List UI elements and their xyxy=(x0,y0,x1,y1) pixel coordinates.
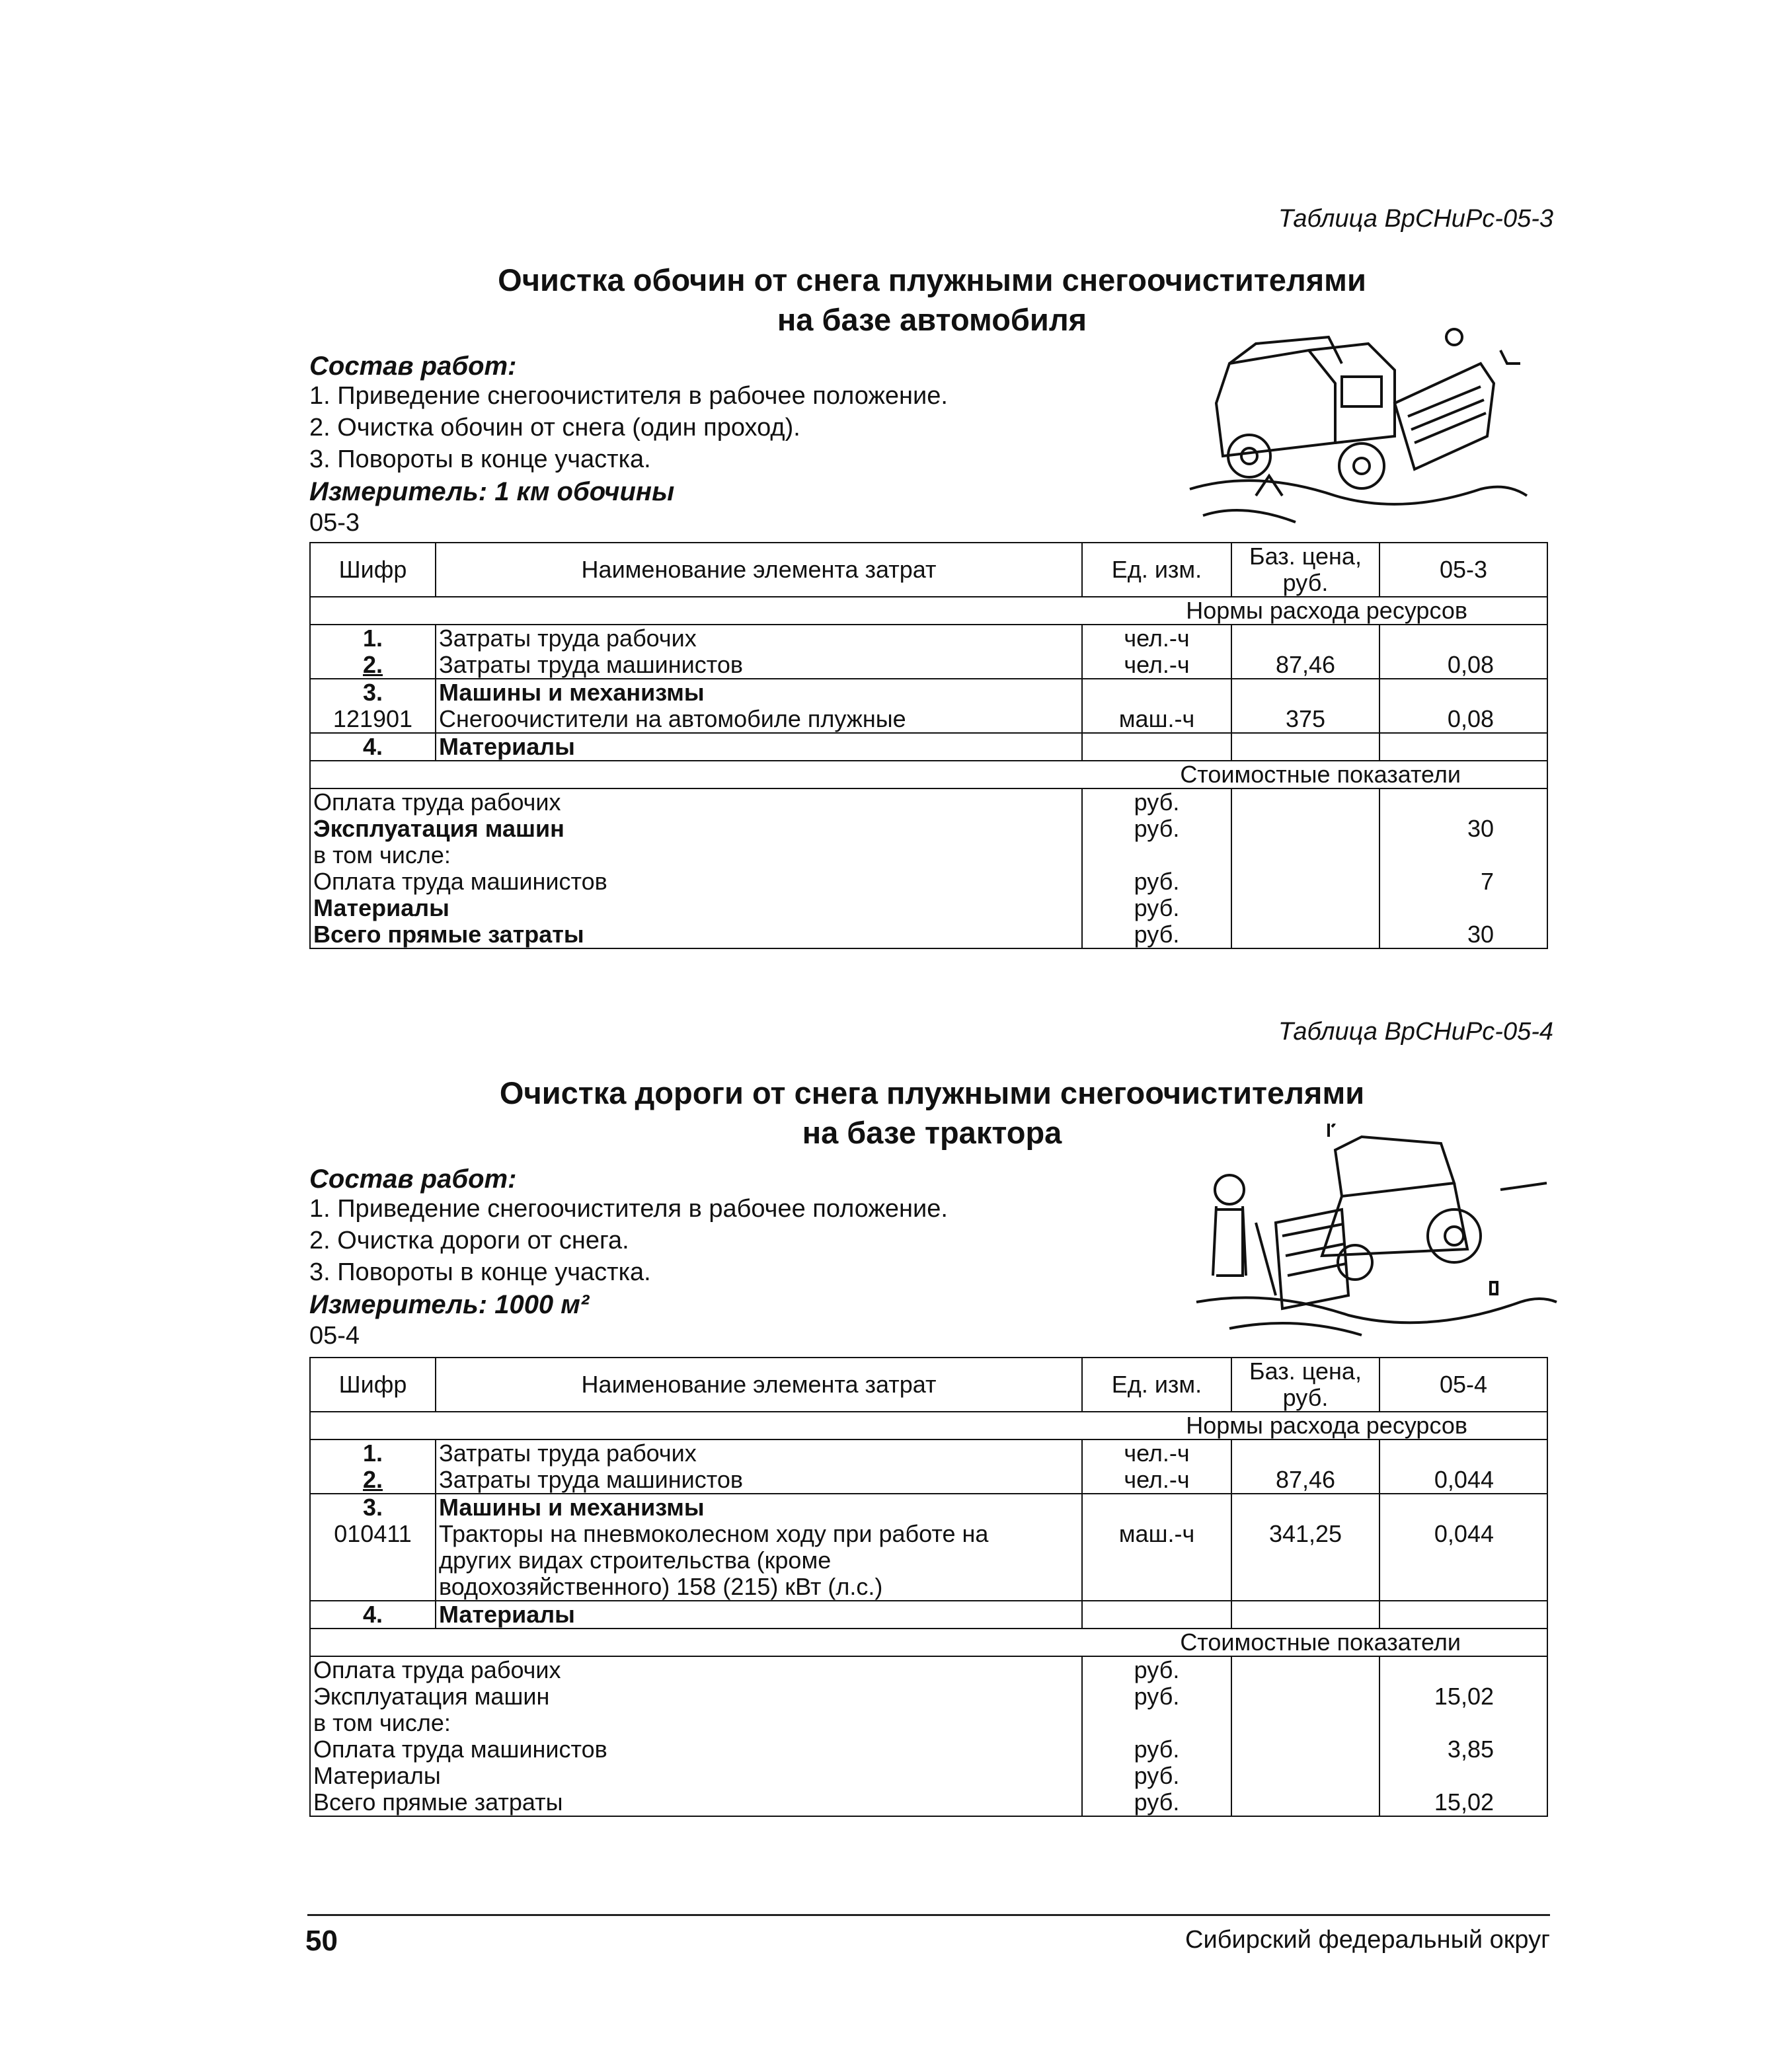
cost-unit: руб. xyxy=(1082,921,1231,948)
cost-row xyxy=(310,788,1547,816)
row-name: Материалы xyxy=(436,1601,1082,1629)
measurement-unit: Измеритель: 1 км обочины xyxy=(309,477,675,506)
cost-price xyxy=(1231,1763,1379,1789)
row-shifr: 4. xyxy=(310,1601,436,1629)
cost-unit: руб. xyxy=(1082,1683,1231,1710)
cost-row xyxy=(310,868,1547,895)
table-header-row xyxy=(310,543,1547,597)
row-price xyxy=(1231,679,1379,706)
cost-row xyxy=(310,895,1547,921)
cost-unit: руб. xyxy=(1082,1789,1231,1816)
cost-row xyxy=(310,1736,1547,1763)
row-shifr: 3. xyxy=(310,1494,436,1521)
cost-value xyxy=(1379,895,1547,921)
row-shifr: 1. xyxy=(310,625,436,652)
cost-price xyxy=(1231,1683,1379,1710)
cost-value: 30 xyxy=(1379,816,1547,842)
work-step: 1. Приведение снегоочистителя в рабочее положение. xyxy=(309,1195,948,1223)
table-row xyxy=(310,625,1547,652)
row-unit: маш.-ч xyxy=(1082,706,1231,733)
measurement-unit: Измеритель: 1000 м² xyxy=(309,1290,590,1319)
header-name: Наименование элемента затрат xyxy=(436,543,1082,597)
header-unit: Ед. изм. xyxy=(1082,543,1231,597)
cost-price xyxy=(1231,816,1379,842)
row-price xyxy=(1231,733,1379,761)
row-price xyxy=(1231,1439,1379,1467)
header-name: Наименование элемента затрат xyxy=(436,1358,1082,1412)
row-name: Машины и механизмы xyxy=(436,1494,1082,1521)
section-title-line2: на базе трактора xyxy=(802,1115,1062,1150)
row-price xyxy=(1231,1601,1379,1629)
cost-price xyxy=(1231,1656,1379,1683)
cost-value: 3,85 xyxy=(1379,1736,1547,1763)
cost-row xyxy=(310,1789,1547,1816)
row-value: 0,08 xyxy=(1379,706,1547,733)
norms-label: Нормы расхода ресурсов xyxy=(310,597,1547,625)
section-title-line1: Очистка дороги от снега плужными снегоочистителями xyxy=(499,1075,1365,1110)
work-step: 2. Очистка дороги от снега. xyxy=(309,1227,629,1254)
row-unit xyxy=(1082,733,1231,761)
cost-unit: руб. xyxy=(1082,1656,1231,1683)
table-row xyxy=(310,1439,1547,1467)
cost-name: Оплата труда рабочих xyxy=(310,1656,1082,1683)
row-value xyxy=(1379,1439,1547,1467)
cost-value xyxy=(1379,1656,1547,1683)
tractor-snowplow-illustration xyxy=(1190,1124,1560,1348)
row-unit xyxy=(1082,1494,1231,1521)
cost-row xyxy=(310,921,1547,948)
row-price: 375 xyxy=(1231,706,1379,733)
header-price: Баз. цена, руб. xyxy=(1231,1358,1379,1412)
table-row xyxy=(310,706,1547,733)
row-shifr: 2. xyxy=(310,652,436,679)
cost-unit: руб. xyxy=(1082,868,1231,895)
cost-name: Всего прямые затраты xyxy=(310,1789,1082,1816)
row-price xyxy=(1231,625,1379,652)
section-title-line2: на базе автомобиля xyxy=(777,302,1087,337)
row-name: Затраты труда рабочих xyxy=(436,1439,1082,1467)
row-name: Затраты труда машинистов xyxy=(436,652,1082,679)
row-value xyxy=(1379,625,1547,652)
cost-price xyxy=(1231,842,1379,868)
row-price: 87,46 xyxy=(1231,1467,1379,1494)
cost-row xyxy=(310,1683,1547,1710)
row-unit: чел.-ч xyxy=(1082,652,1231,679)
row-unit xyxy=(1082,679,1231,706)
row-price: 341,25 xyxy=(1231,1521,1379,1601)
work-composition-heading: Состав работ: xyxy=(309,1165,517,1194)
cost-unit xyxy=(1082,1710,1231,1736)
row-name: Снегоочистители на автомобиле плужные xyxy=(436,706,1082,733)
table-label: Таблица ВрСНиРс-05-4 xyxy=(1278,1018,1553,1046)
row-shifr: 1. xyxy=(310,1439,436,1467)
row-price: 87,46 xyxy=(1231,652,1379,679)
cost-price xyxy=(1231,921,1379,948)
header-price: Баз. цена, руб. xyxy=(1231,543,1379,597)
work-step: 3. Повороты в конце участка. xyxy=(309,1258,651,1286)
header-unit: Ед. изм. xyxy=(1082,1358,1231,1412)
row-shifr: 121901 xyxy=(310,706,436,733)
cost-price xyxy=(1231,788,1379,816)
row-shifr: 2. xyxy=(310,1467,436,1494)
cost-value xyxy=(1379,1710,1547,1736)
cost-name: Эксплуатация машин xyxy=(310,816,1082,842)
cost-value xyxy=(1379,842,1547,868)
row-unit xyxy=(1082,1601,1231,1629)
cost-value: 30 xyxy=(1379,921,1547,948)
row-value xyxy=(1379,1601,1547,1629)
footer-region: Сибирский федеральный округ xyxy=(1185,1926,1550,1954)
row-unit: чел.-ч xyxy=(1082,625,1231,652)
cost-name: Материалы xyxy=(310,895,1082,921)
row-value xyxy=(1379,733,1547,761)
page-number: 50 xyxy=(305,1925,338,1957)
row-name: Тракторы на пневмоколесном ходу при работе на других видах строительства (кроме водохозяйственного) 158 (215) кВт (л.с.) xyxy=(436,1521,1082,1601)
row-name: Затраты труда рабочих xyxy=(436,625,1082,652)
row-name: Материалы xyxy=(436,733,1082,761)
cost-value xyxy=(1379,788,1547,816)
row-price xyxy=(1231,1494,1379,1521)
table-row xyxy=(310,733,1547,761)
table-row xyxy=(310,679,1547,706)
table-row xyxy=(310,652,1547,679)
header-shifr: Шифр xyxy=(310,543,436,597)
cost-unit: руб. xyxy=(1082,816,1231,842)
norms-label: Нормы расхода ресурсов xyxy=(310,1412,1547,1439)
cost-price xyxy=(1231,1736,1379,1763)
table-row xyxy=(310,1467,1547,1494)
row-value xyxy=(1379,1494,1547,1521)
table-code: 05-3 xyxy=(309,509,360,537)
cost-row xyxy=(310,1763,1547,1789)
cost-name: в том числе: xyxy=(310,842,1082,868)
cost-price xyxy=(1231,895,1379,921)
cost-table xyxy=(309,542,1548,949)
table-code: 05-4 xyxy=(309,1322,360,1350)
cost-name: Оплата труда машинистов xyxy=(310,868,1082,895)
row-unit: чел.-ч xyxy=(1082,1467,1231,1494)
row-unit: маш.-ч xyxy=(1082,1521,1231,1601)
work-step: 3. Повороты в конце участка. xyxy=(309,445,651,473)
cost-value xyxy=(1379,1763,1547,1789)
cost-row xyxy=(310,816,1547,842)
row-name: Машины и механизмы xyxy=(436,679,1082,706)
cost-label: Стоимостные показатели xyxy=(310,761,1547,788)
cost-name: Эксплуатация машин xyxy=(310,1683,1082,1710)
row-name: Затраты труда машинистов xyxy=(436,1467,1082,1494)
cost-price xyxy=(1231,1710,1379,1736)
cost-name: Всего прямые затраты xyxy=(310,921,1082,948)
cost-name: Оплата труда машинистов xyxy=(310,1736,1082,1763)
cost-row xyxy=(310,842,1547,868)
footer-divider xyxy=(307,1914,1550,1916)
work-step: 1. Приведение снегоочистителя в рабочее положение. xyxy=(309,382,948,410)
row-shifr: 010411 xyxy=(310,1521,436,1601)
cost-row xyxy=(310,1710,1547,1736)
table-row xyxy=(310,1601,1547,1629)
norms-row xyxy=(310,597,1547,625)
cost-row xyxy=(310,1656,1547,1683)
cost-price xyxy=(1231,1789,1379,1816)
cost-unit xyxy=(1082,842,1231,868)
cost-value: 15,02 xyxy=(1379,1789,1547,1816)
cost-unit: руб. xyxy=(1082,895,1231,921)
work-composition-heading: Состав работ: xyxy=(309,352,517,381)
cost-unit: руб. xyxy=(1082,1736,1231,1763)
row-value: 0,044 xyxy=(1379,1521,1547,1601)
row-value: 0,044 xyxy=(1379,1467,1547,1494)
truck-snowplow-illustration xyxy=(1177,324,1534,535)
cost-table xyxy=(309,1357,1548,1817)
header-code: 05-4 xyxy=(1379,1358,1547,1412)
section-title-line1: Очистка обочин от снега плужными снегоочистителями xyxy=(498,262,1366,297)
table-row xyxy=(310,1494,1547,1521)
row-shifr: 3. xyxy=(310,679,436,706)
cost-name: Оплата труда рабочих xyxy=(310,788,1082,816)
cost-unit: руб. xyxy=(1082,788,1231,816)
header-code: 05-3 xyxy=(1379,543,1547,597)
cost-name: в том числе: xyxy=(310,1710,1082,1736)
row-value xyxy=(1379,679,1547,706)
row-shifr: 4. xyxy=(310,733,436,761)
table-row xyxy=(310,1521,1547,1601)
work-step: 2. Очистка обочин от снега (один проход). xyxy=(309,414,800,441)
row-unit: чел.-ч xyxy=(1082,1439,1231,1467)
cost-label: Стоимостные показатели xyxy=(310,1629,1547,1656)
cost-label-row xyxy=(310,761,1547,788)
table-label: Таблица ВрСНиРс-05-3 xyxy=(1278,205,1553,233)
cost-value: 7 xyxy=(1379,868,1547,895)
header-shifr: Шифр xyxy=(310,1358,436,1412)
norms-row xyxy=(310,1412,1547,1439)
cost-value: 15,02 xyxy=(1379,1683,1547,1710)
cost-unit: руб. xyxy=(1082,1763,1231,1789)
cost-price xyxy=(1231,868,1379,895)
table-header-row xyxy=(310,1358,1547,1412)
row-value: 0,08 xyxy=(1379,652,1547,679)
cost-label-row xyxy=(310,1629,1547,1656)
cost-name: Материалы xyxy=(310,1763,1082,1789)
